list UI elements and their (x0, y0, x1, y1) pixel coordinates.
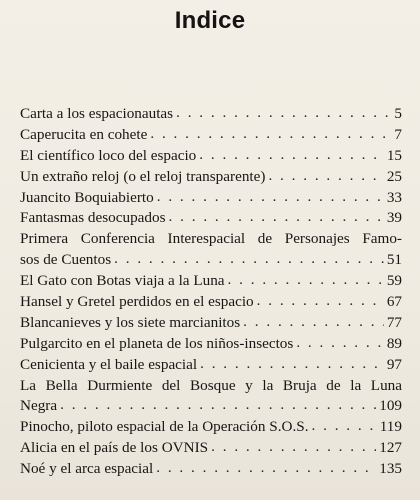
toc-leader-dots (200, 354, 384, 375)
toc-entry (20, 146, 402, 167)
toc-entry-title: Hansel y Gretel perdidos en el espacio (20, 293, 254, 311)
toc-entry-page: 127 (379, 439, 402, 457)
toc-entry-page: 33 (386, 188, 402, 206)
toc-entry-page: 59 (386, 272, 402, 290)
toc-entry-page: 89 (386, 334, 402, 352)
toc-entry-title: Noé y el arca espacial (20, 460, 154, 478)
toc-entry (20, 438, 402, 459)
toc-entry-page: 119 (379, 418, 402, 436)
toc-entry-title-line2: Negra (20, 397, 58, 415)
toc-entry-page: 15 (386, 146, 402, 164)
toc-entry-title: Carta a los espacionautas (20, 105, 174, 122)
toc-entry-page: 25 (386, 167, 402, 185)
toc-entry-title: Alicia en el país de los OVNIS (20, 439, 209, 457)
toc-entry-page: 77 (386, 313, 402, 331)
toc-leader-dots (150, 124, 391, 145)
toc-entry (20, 208, 402, 229)
toc-entry-title: Fantasmas desocupados (20, 209, 166, 227)
toc-entry-page: 51 (386, 251, 402, 269)
toc-leader-dots (268, 166, 383, 187)
toc-entry-title: Cenicienta y el baile espacial (20, 355, 198, 373)
toc-leader-dots (157, 187, 384, 208)
toc-leader-dots (243, 312, 384, 333)
page-title: Indice (174, 7, 246, 34)
toc-entry-page: 5 (394, 105, 402, 122)
toc-entry (20, 250, 402, 271)
toc-leader-dots (114, 249, 384, 270)
toc-entry-title: Un extraño reloj (o el reloj transparente) (20, 167, 266, 185)
toc-entry (20, 125, 402, 146)
toc-entry-title: El científico loco del espacio (20, 146, 197, 164)
toc-leader-dots (169, 207, 384, 228)
toc-entry (20, 188, 402, 209)
toc-leader-dots (312, 416, 377, 437)
toc-entry-title: Blancanieves y los siete marcianitos (20, 313, 241, 331)
toc-entry-title: Pulgarcito en el planeta de los niños-insectos (20, 334, 294, 352)
toc-entry-page: 109 (379, 397, 402, 415)
toc-leader-dots (257, 291, 384, 312)
toc-entry (20, 396, 402, 417)
toc-entry (20, 334, 402, 355)
toc-entry (20, 167, 402, 188)
toc-entry-title-line1: Primera Conferencia Interespacial de Personajes Famo- (20, 230, 402, 248)
toc-entry (20, 417, 402, 438)
toc-entry-title: El Gato con Botas viaja a la Luna (20, 272, 225, 290)
toc-entry-title-line1: La Bella Durmiente del Bosque y la Bruja de la Luna (20, 376, 402, 394)
toc-entry-page: 67 (386, 293, 402, 311)
toc-entry (20, 292, 402, 313)
toc-entry (20, 271, 402, 292)
toc-entry-title: Pinocho, piloto espacial de la Operación S.O.S. (20, 418, 309, 436)
toc-leader-dots (199, 145, 384, 166)
toc-leader-dots (156, 458, 376, 479)
toc-entry (20, 313, 402, 334)
toc-leader-dots (228, 270, 384, 291)
toc-leader-dots (296, 333, 384, 354)
toc-leader-dots (211, 437, 376, 458)
toc-leader-dots (60, 395, 376, 416)
toc-leader-dots (176, 103, 391, 124)
toc-entry-page: 135 (379, 460, 402, 478)
toc-entry-page: 39 (386, 209, 402, 227)
toc-entry-page: 7 (394, 125, 402, 143)
table-of-contents (20, 104, 402, 480)
toc-entry (20, 104, 402, 125)
toc-entry-title: Caperucita en cohete (20, 125, 148, 143)
toc-entry (20, 459, 402, 480)
toc-entry-title: Juancito Boquiabierto (20, 188, 154, 206)
toc-entry-page: 97 (386, 355, 402, 373)
toc-entry (20, 355, 402, 376)
toc-entry-title-line2: sos de Cuentos (20, 251, 112, 269)
